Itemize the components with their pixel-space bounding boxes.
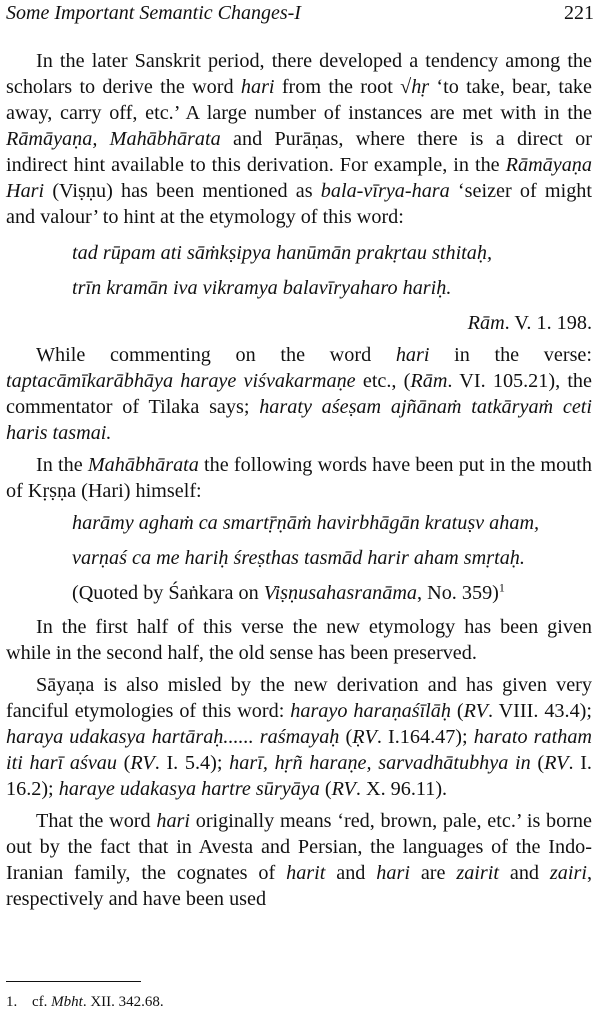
page-number: 221	[564, 2, 594, 24]
paragraph-5: Sāyaṇa is also misled by the new derivation and has given very fanciful etymologies of this word: harayo haraṇaśīlāḥ (RV. VIII. 43.4); haraya udakasya hartāraḥ...... raśmayaḥ (ṚV. I.164.47); harato ratham iti harī aśvau (RV. I. 5.4); harī, hṛñ haraṇe, sarvadhātubhya in (RV. I. 16.2); haraye udakasya hartre sūryāya (RV. X. 96.11).	[6, 674, 592, 800]
paragraph-6: That the word hari originally means ‘red, brown, pale, etc.’ is borne out by the fact that in Avesta and Persian, the languages of the Indo-Iranian family, the cognates of harit and hari are zairit and zairi, respectively and have been used	[6, 810, 592, 910]
paragraph-3: In the Mahābhārata the following words have been put in the mouth of Kṛṣṇa (Hari) himself:	[6, 454, 592, 502]
footnote-number: 1.	[6, 994, 18, 1010]
verse-block-2	[72, 510, 592, 571]
verse-reference: Rām. V. 1. 198.	[467, 312, 592, 334]
verse-line: trīn kramān iva vikramya balavīryaharo hariḥ.	[72, 277, 452, 299]
verse-line: tad rūpam ati sāṁkṣipya hanūmān prakṛtau sthitaḥ,	[72, 242, 493, 264]
paragraph-4: In the first half of this verse the new etymology has been given while in the second half, the old sense has been preserved.	[6, 616, 592, 664]
footnote-marker: 1	[498, 580, 505, 595]
footnote: 1. cf. Mbht. XII. 342.68.	[6, 994, 164, 1010]
verse-block-1	[72, 240, 592, 301]
body-text	[6, 48, 592, 918]
quotation-source: (Quoted by Śaṅkara on Viṣṇusahasranāma, No. 359)$^1$	[72, 580, 505, 604]
verse-line: varṇaś ca me hariḥ śreṣthas tasmād harir aham smṛtaḥ.	[72, 547, 525, 569]
running-title: Some Important Semantic Changes-I	[6, 2, 301, 24]
page-header	[6, 0, 594, 34]
paragraph-1: In the later Sanskrit period, there developed a tendency among the scholars to derive the word hari from the root √hṛ ‘to take, bear, take away, carry off, etc.’ A large number of instances are met with in the Rāmāyaṇa, Mahābhārata and Purāṇas, where there is a direct or indirect hint available to this derivation. For example, in the Rāmāyaṇa Hari (Viṣṇu) has been mentioned as bala-vīrya-hara ‘seizer of might and valour’ to hint at the etymology of this word:	[6, 50, 593, 228]
verse-line: harāmy aghaṁ ca smartṝṇāṁ havirbhāgān kratuṣv aham,	[72, 512, 540, 534]
paragraph-2: While commenting on the word hari in the verse: taptacāmīkarābhāya haraye viśvakarmaṇe etc., (Rām. VI. 105.21), the commentator of Tilaka says; haraty aśeṣam ajñānaṁ tatkāryaṁ ceti haris tasmai.	[6, 344, 593, 444]
footnote-divider	[6, 981, 141, 982]
